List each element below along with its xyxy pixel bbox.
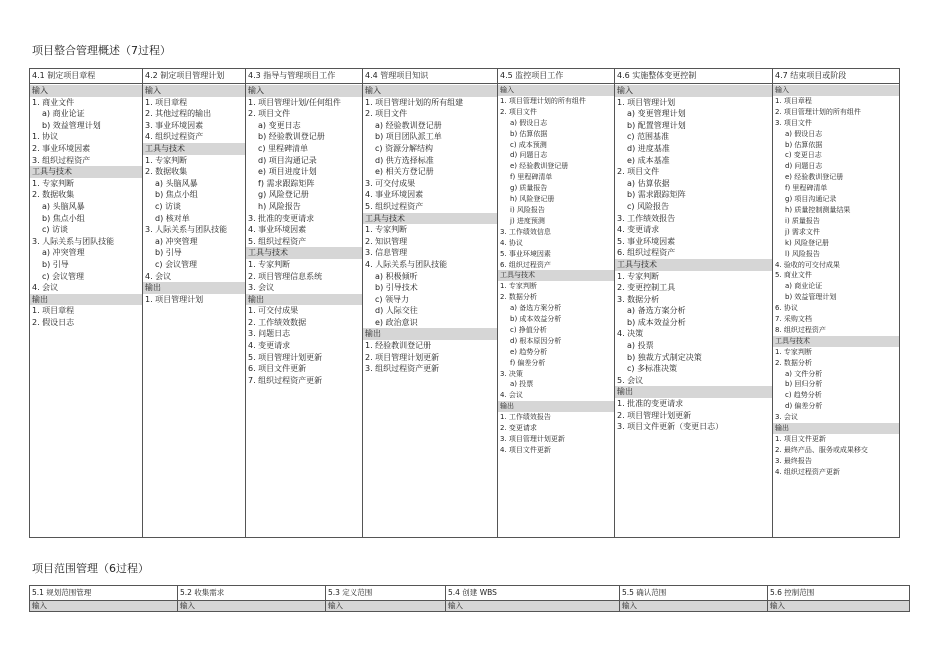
list-item: 1. 项目文件更新 (775, 435, 826, 443)
list-subitem: a) 商业论证 (785, 282, 823, 291)
section-label: 输出 (363, 328, 497, 340)
list-item: 3. 数据分析 (617, 294, 660, 304)
list-item: 1. 商业文件 (32, 97, 75, 107)
list-item: 1. 协议 (32, 132, 59, 142)
input-label: 输入 (768, 601, 909, 611)
input-label: 输入 (620, 601, 767, 611)
process-cell (30, 84, 143, 538)
section-title-scope: 项目范围管理（6过程） (32, 562, 149, 575)
list-item: 1. 批准的变更请求 (617, 399, 684, 409)
integration-process-table (29, 68, 900, 538)
list-subitem: d) 进度基准 (627, 143, 670, 153)
list-subitem: h) 风险报告 (258, 201, 301, 211)
list-item: 5. 事业环境因素 (500, 249, 551, 258)
input-label: 输入 (178, 601, 325, 611)
list-item: 2. 工作绩效数据 (248, 317, 307, 327)
column-header: 5.4 创建 WBS (446, 586, 620, 601)
list-item: 2. 项目文件 (617, 167, 660, 177)
section-label: 输入 (615, 85, 772, 97)
list-item: 2. 假设日志 (32, 317, 75, 327)
list-subitem: e) 相关方登记册 (375, 167, 434, 177)
list-item: 4. 验收的可交付成果 (775, 260, 840, 269)
list-item: 1. 项目章程 (32, 306, 75, 316)
list-subitem: a) 文件分析 (785, 369, 823, 378)
column-header: 4.7 结束项目或阶段 (773, 69, 900, 84)
section-label: 工具与技术 (30, 166, 142, 178)
list-item: 4. 组织过程资产 (145, 132, 204, 142)
list-subitem: a) 冲突管理 (155, 236, 198, 246)
column-header: 5.5 确认范围 (620, 586, 768, 601)
list-item: 3. 项目管理计划更新 (500, 435, 565, 443)
list-item: 4. 会议 (32, 283, 59, 293)
list-item: 4. 协议 (500, 238, 523, 247)
list-subitem: a) 冲突管理 (42, 248, 85, 258)
list-item: 1. 专家判断 (500, 282, 537, 291)
list-item: 2. 事业环境因素 (32, 143, 91, 153)
table-body-row (30, 84, 900, 538)
section-label-input (178, 601, 326, 612)
list-subitem: c) 会议管理 (42, 271, 85, 281)
list-item: 5. 组织过程资产 (248, 236, 307, 246)
list-item: 3. 工作绩效信息 (500, 227, 551, 236)
list-item: 1. 项目章程 (145, 97, 188, 107)
input-label: 输入 (446, 601, 619, 611)
list-item: 1. 工作绩效报告 (500, 413, 551, 422)
list-subitem: e) 成本基准 (627, 155, 670, 165)
column-header: 4.4 管理项目知识 (363, 69, 498, 84)
section-label: 输入 (773, 85, 899, 96)
column-header: 5.2 收集需求 (178, 586, 326, 601)
list-item: 1. 专家判断 (145, 155, 188, 165)
list-subitem: b) 估算依据 (510, 129, 548, 138)
list-subitem: b) 经验教训登记册 (258, 132, 325, 142)
list-subitem: b) 成本效益分析 (510, 315, 562, 324)
list-item: 5. 会议 (617, 375, 644, 385)
list-item: 1. 项目管理计划 (145, 294, 204, 304)
list-item: 2. 变更控制工具 (617, 283, 676, 293)
list-subitem: d) 根本原因分析 (510, 336, 562, 345)
list-item: 3. 信息管理 (365, 248, 408, 258)
list-subitem: a) 头脑风暴 (155, 178, 198, 188)
list-subitem: e) 政治意识 (375, 317, 418, 327)
list-subitem: d) 人际交往 (375, 306, 418, 316)
column-header: 4.6 实施整体变更控制 (615, 69, 773, 84)
list-subitem: k) 风险登记册 (785, 238, 830, 247)
list-item: 2. 最终产品、服务或成果移交 (775, 445, 868, 454)
list-subitem: b) 引导 (155, 248, 182, 258)
list-subitem: h) 质量控制测量结果 (785, 205, 851, 214)
list-subitem: c) 里程碑清单 (258, 143, 309, 153)
list-item: 4. 决策 (617, 329, 644, 339)
list-item: 6. 组织过程资产 (500, 260, 551, 269)
section-label: 输入 (498, 85, 614, 96)
list-subitem: a) 头脑风暴 (42, 201, 85, 211)
input-label: 输入 (30, 601, 177, 611)
list-subitem: b) 焦点小组 (42, 213, 85, 223)
list-item: 6. 项目文件更新 (248, 364, 307, 374)
list-item: 3. 最终报告 (775, 456, 812, 465)
list-subitem: h) 风险登记册 (510, 195, 555, 204)
list-item: 2. 项目管理计划更新 (617, 410, 692, 420)
list-subitem: a) 备选方案分析 (510, 304, 562, 313)
list-subitem: i) 风险报告 (510, 205, 545, 214)
list-subitem: e) 趋势分析 (510, 347, 548, 356)
list-subitem: b) 效益管理计划 (785, 293, 837, 302)
list-subitem: b) 引导 (42, 259, 69, 269)
list-subitem: c) 风险报告 (627, 201, 670, 211)
list-subitem: c) 范围基准 (627, 132, 670, 142)
list-subitem: b) 需求跟踪矩阵 (627, 190, 686, 200)
list-item: 6. 组织过程资产 (617, 248, 676, 258)
section-label: 工具与技术 (615, 259, 772, 271)
list-item: 3. 人际关系与团队技能 (32, 236, 115, 246)
list-item: 2. 项目管理信息系统 (248, 271, 323, 281)
process-cell (143, 84, 246, 538)
list-subitem: b) 焦点小组 (155, 190, 198, 200)
list-item: 3. 项目文件 (775, 118, 812, 127)
list-item: 4. 组织过程资产更新 (775, 467, 840, 476)
list-item: 2. 知识管理 (365, 236, 408, 246)
list-subitem: c) 变更日志 (785, 151, 822, 160)
list-item: 4. 项目文件更新 (500, 445, 551, 454)
list-subitem: c) 成本预测 (510, 140, 547, 149)
column-header: 5.6 控制范围 (768, 586, 910, 601)
list-item: 1. 项目管理计划 (617, 97, 676, 107)
list-subitem: c) 多标准决策 (627, 364, 678, 374)
list-item: 3. 事业环境因素 (145, 120, 204, 130)
list-subitem: f) 里程碑清单 (510, 173, 553, 182)
list-item: 1. 项目章程 (775, 96, 812, 105)
process-cell (773, 84, 900, 538)
list-subitem: d) 项目沟通记录 (258, 155, 317, 165)
list-subitem: d) 核对单 (155, 213, 190, 223)
section-label: 工具与技术 (246, 247, 362, 259)
list-item: 1. 专家判断 (32, 178, 75, 188)
list-item: 3. 会议 (248, 283, 275, 293)
list-subitem: c) 挣值分析 (510, 325, 547, 334)
list-subitem: b) 配置管理计划 (627, 120, 686, 130)
list-subitem: g) 质量报告 (510, 184, 548, 193)
list-item: 2. 变更请求 (500, 424, 537, 433)
list-item: 2. 项目文件 (365, 109, 408, 119)
section-label-input (768, 601, 910, 612)
column-header: 5.3 定义范围 (326, 586, 446, 601)
column-header: 4.5 监控项目工作 (498, 69, 615, 84)
list-subitem: a) 投票 (627, 341, 654, 351)
list-subitem: c) 领导力 (375, 294, 410, 304)
list-item: 4. 事业环境因素 (365, 190, 424, 200)
process-cell (246, 84, 363, 538)
list-item: 1. 专家判断 (775, 347, 812, 356)
list-subitem: b) 引导技术 (375, 283, 418, 293)
list-subitem: e) 项目进度计划 (258, 167, 317, 177)
list-item: 4. 变更请求 (617, 225, 660, 235)
column-header: 4.2 制定项目管理计划 (143, 69, 246, 84)
section-label-input (326, 601, 446, 612)
list-item: 2. 数据分析 (775, 358, 812, 367)
section-label: 输出 (773, 423, 899, 434)
section-label: 输入 (30, 85, 142, 97)
list-subitem: d) 问题日志 (510, 151, 548, 160)
list-item: 2. 数据分析 (500, 293, 537, 302)
list-item: 2. 数据收集 (32, 190, 75, 200)
list-subitem: d) 问题日志 (785, 162, 823, 171)
list-item: 1. 可交付成果 (248, 306, 299, 316)
list-subitem: a) 假设日志 (510, 118, 548, 127)
column-header: 4.3 指导与管理项目工作 (246, 69, 363, 84)
table-body-row (30, 601, 910, 612)
list-item: 2. 数据收集 (145, 167, 188, 177)
list-item: 3. 可交付成果 (365, 178, 416, 188)
list-subitem: a) 假设日志 (785, 129, 823, 138)
list-subitem: a) 投票 (510, 380, 534, 389)
list-item: 4. 会议 (500, 391, 523, 400)
list-subitem: g) 项目沟通记录 (785, 195, 837, 204)
list-subitem: b) 回归分析 (785, 380, 823, 389)
list-item: 7. 组织过程资产更新 (248, 375, 323, 385)
list-item: 3. 会议 (775, 413, 798, 422)
list-item: 5. 组织过程资产 (365, 201, 424, 211)
list-subitem: f) 里程碑清单 (785, 184, 828, 193)
list-subitem: c) 访谈 (155, 201, 182, 211)
list-item: 3. 组织过程资产更新 (365, 364, 440, 374)
list-item: 2. 项目文件 (500, 107, 537, 116)
list-item: 2. 项目文件 (248, 109, 291, 119)
list-item: 5. 事业环境因素 (617, 236, 676, 246)
list-item: 6. 协议 (775, 304, 798, 313)
list-subitem: l) 风险报告 (785, 249, 820, 258)
table-header-row (30, 586, 910, 601)
list-item: 4. 人际关系与团队技能 (365, 259, 448, 269)
list-item: 3. 决策 (500, 369, 523, 378)
column-header: 4.1 制定项目章程 (30, 69, 143, 84)
list-subitem: j) 进度预测 (510, 216, 545, 225)
list-item: 1. 项目管理计划/任何组件 (248, 97, 341, 107)
section-label: 输出 (246, 294, 362, 306)
section-label: 输出 (615, 386, 772, 398)
list-item: 4. 变更请求 (248, 341, 291, 351)
list-item: 5. 商业文件 (775, 271, 812, 280)
section-label: 工具与技术 (498, 270, 614, 281)
list-subitem: c) 访谈 (42, 225, 69, 235)
list-item: 3. 问题日志 (248, 329, 291, 339)
list-subitem: c) 趋势分析 (785, 391, 822, 400)
list-item: 3. 组织过程资产 (32, 155, 91, 165)
list-subitem: b) 独裁方式制定决策 (627, 352, 702, 362)
input-label: 输入 (326, 601, 445, 611)
list-subitem: b) 效益管理计划 (42, 120, 101, 130)
section-label-input (446, 601, 620, 612)
list-item: 3. 工作绩效报告 (617, 213, 676, 223)
section-label: 输入 (363, 85, 497, 97)
list-subitem: c) 会议管理 (155, 259, 198, 269)
section-label: 工具与技术 (363, 213, 497, 225)
table-header-row (30, 69, 900, 84)
section-label: 输出 (498, 401, 614, 412)
list-subitem: d) 偏差分析 (785, 402, 823, 411)
list-item: 1. 专家判断 (365, 225, 408, 235)
section-label-input (620, 601, 768, 612)
list-item: 3. 人际关系与团队技能 (145, 225, 228, 235)
section-label-input (30, 601, 178, 612)
list-subitem: a) 备选方案分析 (627, 306, 686, 316)
section-label: 工具与技术 (773, 336, 899, 347)
list-item: 1. 专家判断 (617, 271, 660, 281)
list-subitem: b) 成本效益分析 (627, 317, 686, 327)
list-subitem: f) 偏差分析 (510, 358, 546, 367)
list-subitem: e) 经验教训登记册 (510, 162, 569, 171)
list-item: 5. 项目管理计划更新 (248, 352, 323, 362)
list-item: 1. 项目管理计划的所有组建 (365, 97, 464, 107)
list-subitem: c) 资源分解结构 (375, 143, 434, 153)
section-title-integration: 项目整合管理概述（7过程） (32, 44, 171, 57)
list-subitem: i) 质量报告 (785, 216, 820, 225)
list-item: 2. 项目管理计划更新 (365, 352, 440, 362)
list-item: 3. 项目文件更新（变更日志） (617, 422, 724, 432)
list-item: 4. 会议 (145, 271, 172, 281)
list-subitem: a) 积极倾听 (375, 271, 418, 281)
list-item: 2. 项目管理计划的所有组件 (775, 107, 861, 116)
section-label: 工具与技术 (143, 143, 245, 155)
process-cell (498, 84, 615, 538)
list-subitem: a) 变更管理计划 (627, 109, 686, 119)
process-cell (363, 84, 498, 538)
section-label: 输出 (143, 282, 245, 294)
list-item: 3. 批准的变更请求 (248, 213, 315, 223)
column-header: 5.1 规划范围管理 (30, 586, 178, 601)
list-subitem: f) 需求跟踪矩阵 (258, 178, 315, 188)
list-item: 4. 事业环境因素 (248, 225, 307, 235)
list-subitem: d) 供方选择标准 (375, 155, 434, 165)
list-item: 1. 经验教训登记册 (365, 341, 432, 351)
section-label: 输出 (30, 294, 142, 306)
list-subitem: a) 变更日志 (258, 120, 301, 130)
list-subitem: a) 估算依据 (627, 178, 670, 188)
list-item: 1. 专家判断 (248, 259, 291, 269)
section-label: 输入 (143, 85, 245, 97)
list-subitem: e) 经验教训登记册 (785, 173, 844, 182)
list-item: 1. 项目管理计划的所有组件 (500, 96, 586, 105)
process-cell (615, 84, 773, 538)
scope-process-table (29, 585, 910, 612)
list-item: 7. 采购文档 (775, 315, 812, 324)
list-subitem: b) 项目团队派工单 (375, 132, 442, 142)
list-item: 8. 组织过程资产 (775, 325, 826, 334)
list-subitem: b) 估算依据 (785, 140, 823, 149)
list-subitem: j) 需求文件 (785, 227, 820, 236)
list-subitem: a) 经验教训登记册 (375, 120, 442, 130)
list-item: 2. 其他过程的输出 (145, 109, 212, 119)
list-subitem: g) 风险登记册 (258, 190, 309, 200)
list-subitem: a) 商业论证 (42, 109, 85, 119)
section-label: 输入 (246, 85, 362, 97)
